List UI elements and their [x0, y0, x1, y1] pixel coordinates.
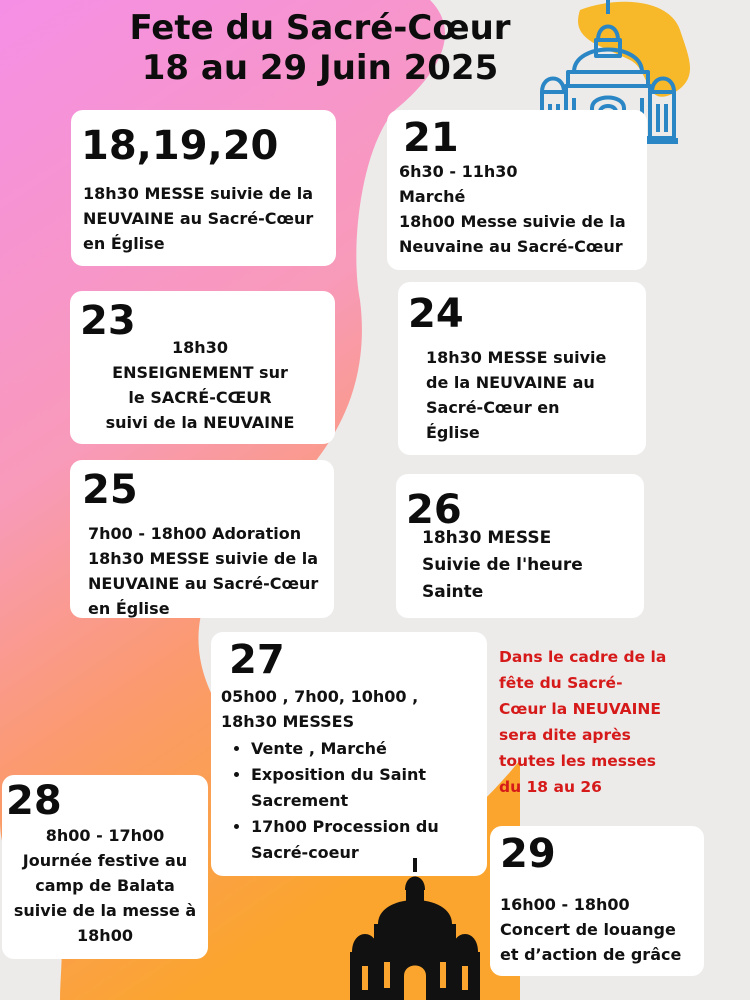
card-text: 05h00 , 7h00, 10h00 , 18h30 MESSES	[221, 687, 419, 731]
card-day: 25	[82, 467, 138, 513]
card-24	[398, 282, 646, 455]
card-25	[70, 460, 334, 618]
card-text: 7h00 - 18h00 Adoration 18h30 MESSE suivie de la NEUVAINE au Sacré-Cœur en Église	[88, 524, 319, 618]
card-day: 28	[6, 778, 62, 824]
bullet-item: • Exposition du Saint Sacrement	[251, 762, 501, 814]
card-day: 18,19,20	[81, 123, 279, 169]
title-line-2: 18 au 29 Juin 2025	[141, 48, 499, 88]
card-26	[396, 474, 644, 618]
card-28	[2, 775, 208, 959]
card-text: 18h30 MESSE Suivie de l'heure Sainte	[422, 528, 583, 602]
card-text: 18h30 ENSEIGNEMENT sur le SACRÉ-CŒUR suivi de la NEUVAINE	[105, 338, 295, 432]
card-day: 23	[80, 298, 136, 344]
card-day: 21	[403, 115, 459, 161]
card-day: 26	[406, 487, 462, 533]
card-day: 24	[408, 291, 464, 337]
basilica-silhouette-icon	[350, 858, 480, 1000]
card-text: 18h30 MESSE suivie de la NEUVAINE au Sacré-Cœur en Église	[426, 348, 607, 442]
neuvaine-note: Dans le cadre de la fête du Sacré- Cœur la NEUVAINE sera dite après toutes les messes du 18 au 26	[499, 648, 667, 796]
title-line-1: Fete du Sacré-Cœur	[129, 8, 511, 48]
bullet-item: • Vente , Marché	[251, 736, 501, 762]
card-text: 6h30 - 11h30 Marché 18h00 Messe suivie de la Neuvaine au Sacré-Cœur	[399, 162, 626, 256]
card-text: 8h00 - 17h00 Journée festive au camp de Balata suivie de la messe à 18h00	[13, 826, 197, 945]
page-title	[60, 8, 580, 88]
card-27-bullets	[229, 736, 501, 866]
card-text: 18h30 MESSE suivie de la NEUVAINE au Sacré-Cœur en Église	[83, 184, 314, 253]
card-text: 16h00 - 18h00 Concert de louange et d’action de grâce	[500, 895, 682, 964]
card-18-19-20	[71, 110, 336, 266]
card-27	[211, 632, 487, 876]
card-day: 29	[500, 831, 556, 877]
card-29	[490, 826, 704, 976]
bullet-item: • 17h00 Procession du Sacré-coeur	[251, 814, 501, 866]
card-23	[70, 291, 335, 444]
card-21	[387, 110, 647, 270]
card-day: 27	[229, 637, 285, 683]
